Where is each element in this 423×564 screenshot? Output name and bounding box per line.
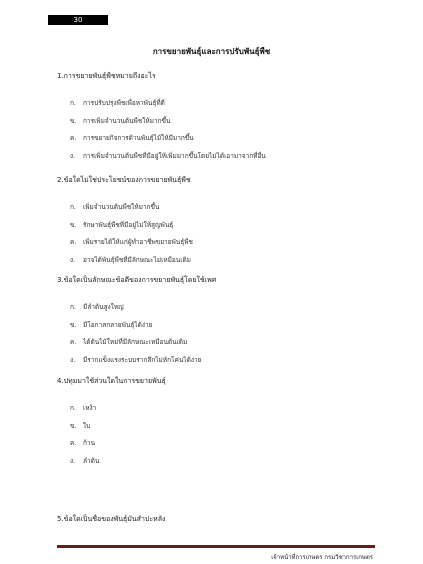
question-4-option	[70, 456, 99, 466]
option-letter: ง.	[70, 255, 76, 264]
option-text: การปรับปรุงพืชเพื่อหาพันธุ์ที่ดี	[83, 99, 165, 107]
question-5: 5.ข้อใดเป็นชื่อของพันธุ์มันสำปะหลัง	[57, 515, 166, 523]
option-text: รักษาพันธุ์พืชที่มีอยู่ไม่ให้สูญพันธุ์	[83, 220, 174, 229]
option-text: เหง้า	[83, 404, 97, 412]
footer-rule	[57, 545, 375, 548]
option-text: ได้ต้นไม้ใหม่ที่มีลักษณะเหมือนต้นเดิม	[83, 338, 188, 346]
option-text: มีโอกาสกลายพันธุ์ได้ง่าย	[83, 320, 153, 329]
option-letter: ค.	[70, 338, 77, 346]
option-text: ใบ	[83, 421, 91, 430]
question-2-option	[70, 255, 191, 265]
option-letter: ก.	[70, 404, 77, 412]
option-letter: ข.	[70, 421, 77, 430]
question-1-option	[70, 116, 170, 126]
footer-text: เจ้าหน้าที่การเกษตร กรมวิชาการเกษตร	[271, 554, 373, 561]
question-1-option	[70, 133, 194, 143]
option-letter: ค.	[70, 134, 77, 142]
question-1: 1.การขยายพันธุ์พืชหมายถึงอะไร	[57, 72, 156, 80]
option-text: อาจได้พันธุ์พืชที่มีลักษณะไม่เหมือนเดิม	[83, 255, 191, 264]
question-4-option	[70, 421, 90, 431]
option-text: ก้าน	[83, 439, 96, 447]
option-text: ลำต้น	[83, 456, 100, 465]
question-2-option	[70, 237, 193, 247]
option-letter: ข.	[70, 220, 77, 229]
question-3-option	[70, 320, 152, 330]
option-letter: ก.	[70, 303, 77, 311]
option-letter: ก.	[70, 99, 77, 107]
option-letter: ก.	[70, 203, 77, 211]
question-1-option	[70, 98, 165, 108]
question-2: 2.ข้อใดไม่ใช่ประโยชน์ของการขยายพันธุ์พืช	[57, 176, 191, 184]
question-1-option	[70, 151, 266, 161]
question-4-option	[70, 403, 96, 413]
option-letter: ค.	[70, 439, 77, 447]
option-text: การเพิ่มจำนวนต้นพืชที่มีอยู่ให้เพิ่มมากขึ้นโดยไม่ได้เอามาจากที่อื่น	[83, 151, 266, 160]
option-letter: ง.	[70, 151, 76, 160]
question-3-option	[70, 355, 201, 365]
option-letter: ค.	[70, 238, 77, 246]
question-3-option	[70, 302, 124, 312]
option-text: เพิ่มรายได้ให้แก่ผู้ทำอาชีพขยายพันธุ์พืช	[83, 238, 193, 246]
page-number: 30	[48, 15, 108, 25]
question-4-option	[70, 438, 95, 448]
option-text: มีลำต้นสูงใหญ่	[83, 303, 124, 311]
option-letter: ง.	[70, 456, 76, 465]
page-title: การขยายพันธุ์และการปรับพันธุ์พืช	[152, 47, 271, 56]
question-3-option	[70, 337, 187, 347]
option-text: การขยายกิจการด้านพันธุ์ไม้ให้มีมากขึ้น	[83, 134, 194, 142]
option-letter: ข.	[70, 320, 77, 329]
option-text: เพิ่มจำนวนต้นพืชให้มากขึ้น	[83, 203, 160, 211]
option-text: การเพิ่มจำนวนต้นพืชให้มากขึ้น	[83, 116, 171, 125]
question-3: 3.ข้อใดเป็นลักษณะข้อดีของการขยายพันธุ์โดยใช้เพศ	[57, 276, 217, 284]
option-letter: ข.	[70, 116, 77, 125]
question-4: 4.ปทุมมาใช้ส่วนใดในการขยายพันธุ์	[57, 377, 166, 385]
option-letter: ง.	[70, 355, 76, 364]
question-2-option	[70, 220, 173, 230]
question-2-option	[70, 202, 159, 212]
option-text: มีรากแข็งแรงระบบรากลึกไม่หักโค่นได้ง่าย	[83, 355, 202, 364]
